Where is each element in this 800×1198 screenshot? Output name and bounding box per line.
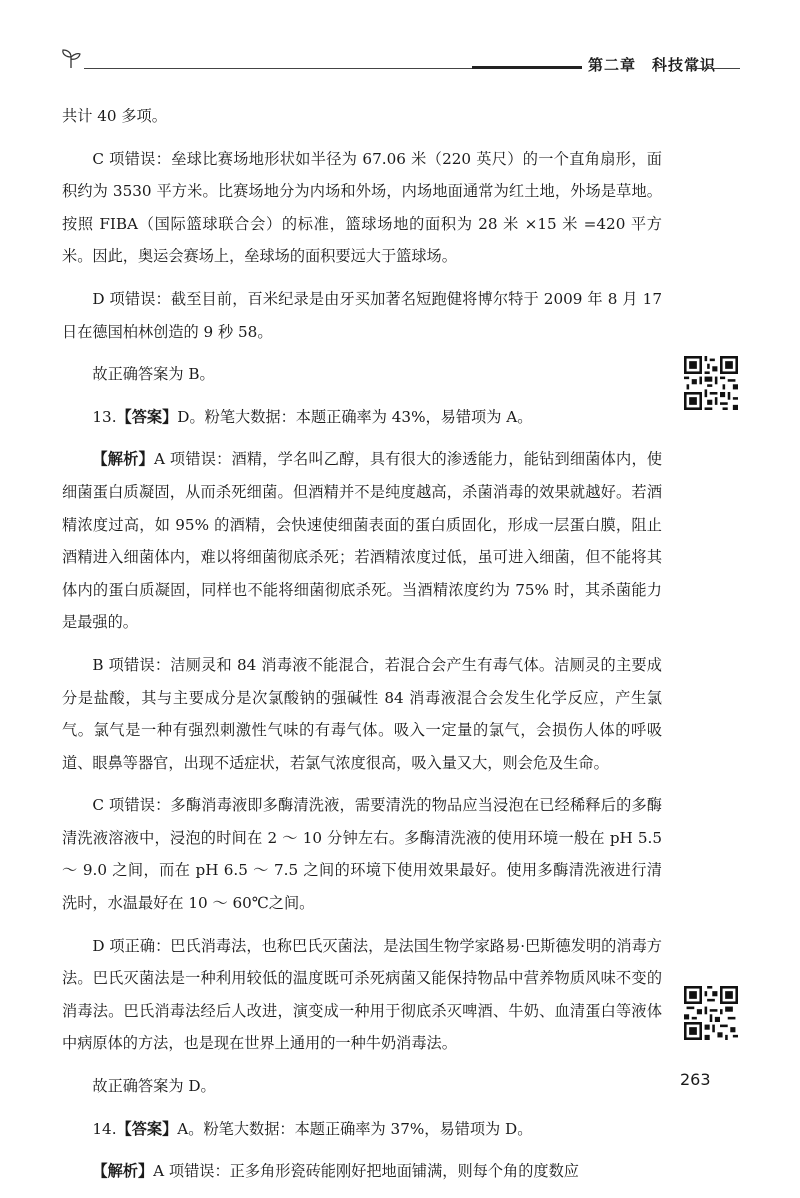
answer-tag: 【答案】 [116, 407, 178, 426]
paragraph [62, 930, 662, 1060]
answer-13 [62, 401, 662, 434]
analysis-tag: 【解析】 [92, 450, 154, 469]
page-header [60, 44, 740, 84]
analysis-14 [62, 1155, 662, 1188]
paragraph-text: A 项错误：酒精，学名叫乙醇，具有很大的渗透能力，能钻到细菌体内，使细菌蛋白质凝固，从而杀死细菌。但酒精并不是纯度越高，杀菌消毒的效果就越好。若酒精浓度过高，如 95% 的酒精，会快速使细菌表面的蛋白质固化，形成一层蛋白膜，阻止酒精进入细菌体内，难以将细菌彻底杀死；若酒精浓度过低，虽可进入细菌，但不能将其体内的蛋白质凝固，同样也不能将细菌彻底杀死。当酒精浓度约为 75% 时，其杀菌能力是最强的。 [62, 450, 663, 632]
paragraph-text: D。粉笔大数据：本题正确率为 43%，易错项为 A。 [177, 407, 533, 426]
paragraph [62, 358, 662, 391]
analysis-13 [62, 443, 662, 639]
leaf-icon [60, 48, 82, 70]
paragraph [62, 789, 662, 919]
paragraph-text: C 项错误：垒球比赛场地形状如半径为 67.06 米（220 英尺）的一个直角扇形，面积约为 3530 平方米。比赛场地分为内场和外场，内场地面通常为红土地，外场是草地。按照 FIBA（国际篮球联合会）的标准，篮球场地的面积为 28 米 ×15 米 =420 平方米。因此，奥运会赛场上，垒球场的面积要远大于篮球场。 [62, 149, 662, 266]
question-number: 14. [92, 1119, 117, 1138]
paragraph-text: 故正确答案为 D。 [92, 1077, 216, 1096]
paragraph [62, 649, 662, 779]
paragraph-text: D 项正确：巴氏消毒法，也称巴氏灭菌法，是法国生物学家路易·巴斯德发明的消毒方法。巴氏灭菌法是一种利用较低的温度既可杀死病菌又能保持物品中营养物质风味不变的消毒法。巴氏消毒法经后人改进，演变成一种用于彻底杀灭啤酒、牛奶、血清蛋白等液体中病原体的方法，也是现在世界上通用的一种牛奶消毒法。 [62, 936, 662, 1053]
header-rule-accent [472, 66, 582, 69]
qr-code-icon[interactable] [684, 356, 738, 410]
paragraph-text: A 项错误：正多角形瓷砖能刚好把地面铺满，则每个角的度数应 [153, 1162, 579, 1181]
qr-code-icon[interactable] [684, 986, 738, 1040]
paragraph-text: A。粉笔大数据：本题正确率为 37%，易错项为 D。 [177, 1119, 533, 1138]
header-rule-right [688, 68, 740, 69]
chapter-title: 第二章 科技常识 [588, 56, 717, 74]
page-number: 263 [680, 1070, 711, 1089]
paragraph-text: D 项错误：截至目前，百米纪录是由牙买加著名短跑健将博尔特于 2009 年 8 月 17 日在德国柏林创造的 9 秒 58。 [62, 289, 662, 341]
paragraph-text: 故正确答案为 B。 [92, 365, 215, 384]
paragraph [62, 143, 662, 273]
question-number: 13. [92, 407, 117, 426]
analysis-tag: 【解析】 [92, 1162, 154, 1181]
paragraph [62, 283, 662, 348]
answer-tag: 【答案】 [116, 1119, 178, 1138]
paragraph [62, 100, 662, 133]
page-body [62, 100, 662, 1198]
paragraph-text: B 项错误：洁厕灵和 84 消毒液不能混合，若混合会产生有毒气体。洁厕灵的主要成分是盐酸，其与主要成分是次氯酸钠的强碱性 84 消毒液混合会发生化学反应，产生氯气。氯气是一种有强烈刺激性气味的有毒气体。吸入一定量的氯气，会损伤人体的呼吸道、眼鼻等器官，出现不适症状，若氯气浓度很高，吸入量又大，则会危及生命。 [62, 655, 662, 772]
paragraph-text: C 项错误：多酶消毒液即多酶清洗液，需要清洗的物品应当浸泡在已经稀释后的多酶清洗液溶液中，浸泡的时间在 2 ～ 10 分钟左右。多酶清洗液的使用环境一般在 pH 5.5 ～ 9.0 之间，而在 pH 6.5 ～ 7.5 之间的环境下使用效果最好。使用多酶清洗液进行清洗时，水温最好在 10 ～ 60℃之间。 [62, 796, 662, 913]
answer-14 [62, 1113, 662, 1146]
paragraph-text: 共计 40 多项。 [62, 107, 167, 125]
paragraph [62, 1070, 662, 1103]
